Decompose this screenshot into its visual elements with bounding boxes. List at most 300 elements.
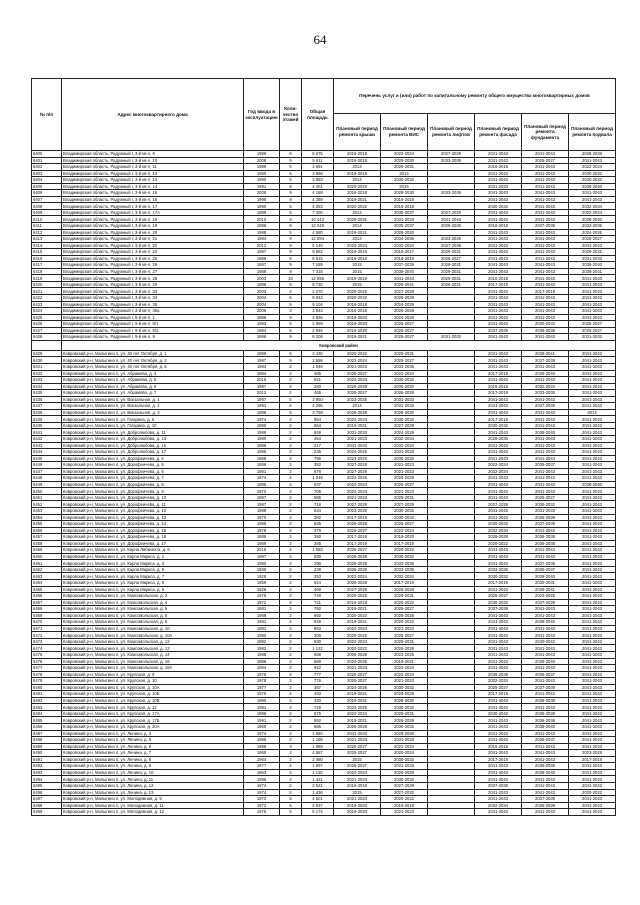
- vis-period-cell: 2015: [381, 183, 428, 190]
- basement-period-cell: 2041-2043: [569, 429, 616, 436]
- facade-period-cell: 2029-2030: [475, 435, 522, 442]
- year-built-cell: 1976: [244, 593, 280, 600]
- vis-period-cell: 2020-2024: [381, 750, 428, 757]
- floors-cell: 2: [280, 606, 302, 613]
- row-number-cell: 6424: [32, 308, 62, 315]
- foundation-period-cell: 2037-2039: [522, 521, 569, 528]
- basement-period-cell: 2041-2043: [569, 540, 616, 547]
- basement-period-cell: 2041-2043: [569, 717, 616, 724]
- vis-period-cell: 2029-2041: [381, 281, 428, 288]
- foundation-period-cell: 2041-2043: [522, 435, 569, 442]
- floors-cell: 3: [280, 743, 302, 750]
- total-area-cell: 4 580: [302, 229, 334, 236]
- lifts-period-cell: 2033-2035: [428, 157, 475, 164]
- facade-period-cell: 2017-2019: [475, 756, 522, 763]
- vis-period-cell: 2029-2031: [381, 710, 428, 717]
- address-cell: Ковровский р-н, Малыгино п, ул. Комсомольская, д. 10А: [62, 632, 244, 639]
- facade-period-cell: 2017-2019: [475, 580, 522, 587]
- year-built-cell: 1960: [244, 750, 280, 757]
- address-cell: Владимирская область, Радужный г, 3-й кв-л, 25: [62, 255, 244, 262]
- row-number-cell: 6498: [32, 802, 62, 809]
- roof-period-cell: 2023-2025: [334, 396, 381, 403]
- address-cell: Владимирская область, Радужный г, 9-й кв-л, 8/2: [62, 327, 244, 334]
- facade-period-cell: 2017-2019: [475, 390, 522, 397]
- facade-period-cell: 2041-2043: [475, 737, 522, 744]
- basement-period-cell: 2041-2043: [569, 521, 616, 528]
- year-built-cell: 1981: [244, 468, 280, 475]
- vis-period-cell: 2027-2029: [381, 782, 428, 789]
- foundation-period-cell: 2032-2034: [522, 383, 569, 390]
- year-built-cell: 1980: [244, 422, 280, 429]
- year-built-cell: 1974: [244, 730, 280, 737]
- year-built-cell: 1928: [244, 586, 280, 593]
- vis-period-cell: 2032-2034: [381, 442, 428, 449]
- address-cell: Ковровский р-н, Малыгино п, ул. Карла Маркса, д. 7: [62, 573, 244, 580]
- vis-period-cell: 2025-2027: [381, 606, 428, 613]
- address-cell: Владимирская область, Радужный г, 3-й кв-л, 17: [62, 203, 244, 210]
- header-basement: Плановый период ремонта подвала: [569, 114, 616, 151]
- row-number-cell: 6449: [32, 481, 62, 488]
- header-no: № п/п: [32, 79, 62, 151]
- roof-period-cell: 2019-2021: [334, 606, 381, 613]
- facade-period-cell: 2041-2043: [475, 809, 522, 816]
- facade-period-cell: 2041-2043: [475, 796, 522, 803]
- year-built-cell: 1988: [244, 710, 280, 717]
- address-cell: Ковровский р-н, Малыгино п, ул. Крупская, д. 12: [62, 704, 244, 711]
- floors-cell: 2: [280, 625, 302, 632]
- address-cell: Владимирская область, Радужный г, 3-й кв-л, 13: [62, 177, 244, 184]
- year-built-cell: 1986: [244, 334, 280, 341]
- header-year: Год ввода в эксплуатацию: [244, 79, 280, 151]
- vis-period-cell: 2030-2032: [381, 684, 428, 691]
- total-area-cell: 658: [302, 652, 334, 659]
- facade-period-cell: 2041-2043: [475, 586, 522, 593]
- vis-period-cell: 2031-2033: [381, 737, 428, 744]
- floors-cell: 5: [280, 229, 302, 236]
- foundation-period-cell: 2038-2040: [522, 724, 569, 731]
- row-number-cell: 6490: [32, 750, 62, 757]
- total-area-cell: 821: [302, 377, 334, 384]
- address-cell: Владимирская область, Радужный г, 3-й кв-л, 12: [62, 170, 244, 177]
- address-cell: Ковровский р-н, Малыгино п, ул. 40 лет Октября, д. 1: [62, 350, 244, 357]
- basement-period-cell: 2041-2043: [569, 442, 616, 449]
- total-area-cell: 1 436: [302, 789, 334, 796]
- facade-period-cell: 2041-2043: [475, 170, 522, 177]
- lifts-period-cell: 2027-2029: [428, 151, 475, 158]
- year-built-cell: 1972: [244, 599, 280, 606]
- roof-period-cell: 2031-2033: [334, 429, 381, 436]
- address-cell: Ковровский р-н, Малыгино п, ул. Добролюбова, д. 13: [62, 435, 244, 442]
- facade-period-cell: 2041-2043: [475, 262, 522, 269]
- row-number-cell: 6441: [32, 429, 62, 436]
- year-built-cell: 1986: [244, 314, 280, 321]
- basement-period-cell: 2025-2027: [569, 236, 616, 243]
- facade-period-cell: 2041-2043: [475, 236, 522, 243]
- address-cell: Владимирская область, Радужный г, 3-й кв-л, 18: [62, 216, 244, 223]
- year-built-cell: 1975: [244, 809, 280, 816]
- year-built-cell: 2006: [244, 308, 280, 315]
- year-built-cell: 1991: [244, 183, 280, 190]
- year-built-cell: 1988: [244, 409, 280, 416]
- roof-period-cell: 2022-2024: [334, 769, 381, 776]
- floors-cell: 2: [280, 678, 302, 685]
- year-built-cell: 1981: [244, 606, 280, 613]
- basement-period-cell: 2030-2032: [569, 177, 616, 184]
- facade-period-cell: 2041-2043: [475, 658, 522, 665]
- year-built-cell: 1997: [244, 553, 280, 560]
- basement-period-cell: 2030-2032: [569, 170, 616, 177]
- floors-cell: 2: [280, 599, 302, 606]
- year-built-cell: 1972: [244, 796, 280, 803]
- year-built-cell: 1980: [244, 435, 280, 442]
- floors-cell: 2: [280, 691, 302, 698]
- roof-period-cell: 2017-2019: [334, 514, 381, 521]
- floors-cell: 10: [280, 275, 302, 282]
- facade-period-cell: 2041-2043: [475, 321, 522, 328]
- roof-period-cell: 2027-2029: [334, 462, 381, 469]
- address-cell: Владимирская область, Радужный г, 3-й кв-л, 33: [62, 288, 244, 295]
- address-cell: Владимирская область, Радужный г, 3-й кв-л, 29: [62, 281, 244, 288]
- foundation-period-cell: 2037-2039: [522, 599, 569, 606]
- roof-period-cell: 2025-2027: [334, 390, 381, 397]
- foundation-period-cell: 2041-2043: [522, 632, 569, 639]
- vis-period-cell: 2024-2026: [381, 301, 428, 308]
- row-number-cell: 6489: [32, 743, 62, 750]
- address-cell: Ковровский р-н, Малыгино п, ул. Ленина, д. 11: [62, 776, 244, 783]
- vis-period-cell: 2030-2032: [381, 455, 428, 462]
- row-number-cell: 6433: [32, 377, 62, 384]
- address-cell: Владимирская область, Радужный г, 9-й кв-л, 8/1: [62, 321, 244, 328]
- basement-period-cell: 2041-2043: [569, 488, 616, 495]
- foundation-period-cell: 2041-2043: [522, 691, 569, 698]
- basement-period-cell: 2041-2043: [569, 606, 616, 613]
- year-built-cell: 1986: [244, 223, 280, 230]
- foundation-period-cell: 2038-2041: [522, 350, 569, 357]
- roof-period-cell: 2019-2021: [334, 717, 381, 724]
- foundation-period-cell: 2041-2043: [522, 409, 569, 416]
- table-body-a: [32, 151, 616, 341]
- facade-period-cell: 2041-2043: [475, 255, 522, 262]
- facade-period-cell: 2041-2043: [475, 547, 522, 554]
- vis-period-cell: 2025-2027: [381, 521, 428, 528]
- basement-period-cell: 2041-2043: [569, 377, 616, 384]
- address-cell: Ковровский р-н, Малыгино п, ул. Абрамова, д. 6: [62, 383, 244, 390]
- floors-cell: 2: [280, 468, 302, 475]
- year-built-cell: 2012: [244, 390, 280, 397]
- address-cell: Ковровский р-н, Малыгино п, ул. Комсомольская, д. 18А: [62, 665, 244, 672]
- facade-period-cell: 2041-2043: [475, 625, 522, 632]
- year-built-cell: 1964: [244, 665, 280, 672]
- vis-period-cell: 2026-2028: [381, 769, 428, 776]
- basement-period-cell: 2041-2043: [569, 350, 616, 357]
- year-built-cell: 2003: [244, 288, 280, 295]
- vis-period-cell: 2027-2029: [381, 288, 428, 295]
- row-number-cell: 6494: [32, 776, 62, 783]
- foundation-period-cell: 2041-2043: [522, 776, 569, 783]
- table-row: [32, 809, 616, 816]
- year-built-cell: 2008: [244, 190, 280, 197]
- roof-period-cell: 2022-2024: [334, 638, 381, 645]
- facade-period-cell: 2041-2043: [475, 242, 522, 249]
- row-number-cell: 6403: [32, 170, 62, 177]
- vis-period-cell: 2031-2033: [381, 396, 428, 403]
- basement-period-cell: 2041-2043: [569, 196, 616, 203]
- row-number-cell: 6438: [32, 409, 62, 416]
- district-section: [32, 340, 616, 350]
- row-number-cell: 6413: [32, 236, 62, 243]
- row-number-cell: 6462: [32, 566, 62, 573]
- vis-period-cell: 2028-2030: [381, 409, 428, 416]
- basement-period-cell: 2038-2040: [569, 262, 616, 269]
- basement-period-cell: 2041-2043: [569, 684, 616, 691]
- roof-period-cell: 2016-2018: [334, 782, 381, 789]
- basement-period-cell: 2038-2039: [569, 151, 616, 158]
- total-area-cell: 830: [302, 553, 334, 560]
- foundation-period-cell: 2038-2040: [522, 370, 569, 377]
- year-built-cell: 1985: [244, 449, 280, 456]
- year-built-cell: 1988: [244, 507, 280, 514]
- basement-period-cell: 2041-2043: [569, 645, 616, 652]
- foundation-period-cell: 2041-2043: [522, 190, 569, 197]
- floors-cell: 2: [280, 514, 302, 521]
- address-cell: Владимирская область, Радужный г, 3-й кв-л, 34: [62, 295, 244, 302]
- roof-period-cell: 2015: [334, 281, 381, 288]
- foundation-period-cell: 2041-2043: [522, 416, 569, 423]
- roof-period-cell: 2026-2028: [334, 560, 381, 567]
- roof-period-cell: 2025-2027: [334, 678, 381, 685]
- facade-period-cell: 2041-2043: [475, 494, 522, 501]
- row-number-cell: 6434: [32, 383, 62, 390]
- address-cell: Ковровский р-н, Малыгино п, ул. Комсомольская, д. 13: [62, 645, 244, 652]
- address-cell: Ковровский р-н, Малыгино п, ул. Дорофеичева, д. 5: [62, 462, 244, 469]
- vis-period-cell: 2028-2030: [381, 229, 428, 236]
- year-built-cell: 1990: [244, 697, 280, 704]
- total-area-cell: 675: [302, 710, 334, 717]
- address-cell: Ковровский р-н, Малыгино п, ул. Абрамова, д. 5: [62, 377, 244, 384]
- total-area-cell: 238: [302, 566, 334, 573]
- facade-period-cell: 2041-2043: [475, 717, 522, 724]
- roof-period-cell: 2022-2024: [334, 357, 381, 364]
- foundation-period-cell: 2041-2043: [522, 275, 569, 282]
- total-area-cell: 454: [302, 435, 334, 442]
- address-cell: Ковровский р-н, Малыгино п, ул. Абрамова, д. 4: [62, 370, 244, 377]
- basement-period-cell: 2022-2024: [569, 164, 616, 171]
- vis-period-cell: 2026-2028: [381, 390, 428, 397]
- basement-period-cell: 2041-2043: [569, 678, 616, 685]
- year-built-cell: 1978: [244, 527, 280, 534]
- roof-period-cell: 2020-2022: [334, 593, 381, 600]
- basement-period-cell: 2041-2043: [569, 295, 616, 302]
- facade-period-cell: 2041-2043: [475, 645, 522, 652]
- total-area-cell: 849: [302, 619, 334, 626]
- row-number-cell: 6480: [32, 684, 62, 691]
- row-number-cell: 6477: [32, 665, 62, 672]
- year-built-cell: 1987: [244, 494, 280, 501]
- foundation-period-cell: 2037-2039: [522, 403, 569, 410]
- vis-period-cell: 2028-2030: [381, 697, 428, 704]
- facade-period-cell: 2041-2043: [475, 363, 522, 370]
- address-cell: Ковровский р-н, Малыгино п, ул. Добролюбова, д. 15: [62, 442, 244, 449]
- year-built-cell: 1988: [244, 652, 280, 659]
- basement-period-cell: 2041-2043: [569, 560, 616, 567]
- address-cell: Ковровский р-н, Малыгино п, ул. Дорофеичева, д. 6: [62, 468, 244, 475]
- address-cell: Владимирская область, Радужный г, 3-й кв-л, 21: [62, 236, 244, 243]
- foundation-period-cell: 2025-2027: [522, 157, 569, 164]
- total-area-cell: 706: [302, 488, 334, 495]
- foundation-period-cell: 2041-2043: [522, 756, 569, 763]
- address-cell: Ковровский р-н, Малыгино п, ул. Ленина, д. 3: [62, 730, 244, 737]
- total-area-cell: 1 130: [302, 769, 334, 776]
- facade-period-cell: 2025-2027: [475, 684, 522, 691]
- total-area-cell: 3 850: [302, 396, 334, 403]
- total-area-cell: 954: [302, 416, 334, 423]
- floors-cell: 5: [280, 164, 302, 171]
- foundation-period-cell: 2041-2043: [522, 449, 569, 456]
- address-cell: Ковровский р-н, Малыгино п, ул. Дорофеичева, д. 4: [62, 455, 244, 462]
- floors-cell: 2: [280, 416, 302, 423]
- facade-period-cell: 2041-2043: [475, 314, 522, 321]
- floors-cell: 2: [280, 455, 302, 462]
- floors-cell: 9: [280, 281, 302, 288]
- vis-period-cell: 2020-2022: [381, 599, 428, 606]
- roof-period-cell: 2016-2018: [334, 255, 381, 262]
- total-area-cell: 7 189: [302, 262, 334, 269]
- row-number-cell: 6432: [32, 370, 62, 377]
- vis-period-cell: 2020-2022: [381, 619, 428, 626]
- roof-period-cell: 2014: [334, 236, 381, 243]
- facade-period-cell: 2031-2033: [475, 183, 522, 190]
- floors-cell: 5: [280, 295, 302, 302]
- header-facade: Плановый период ремонта фасада: [475, 114, 522, 151]
- row-number-cell: 6427: [32, 327, 62, 334]
- row-number-cell: 6492: [32, 763, 62, 770]
- total-area-cell: 892: [302, 717, 334, 724]
- address-cell: Ковровский р-н, Малыгино п, ул. Ленина, д. 12: [62, 782, 244, 789]
- floors-cell: 2: [280, 658, 302, 665]
- vis-period-cell: 2028-2030: [381, 190, 428, 197]
- row-number-cell: 6458: [32, 540, 62, 547]
- facade-period-cell: 2041-2043: [475, 157, 522, 164]
- total-area-cell: 2 946: [302, 327, 334, 334]
- basement-period-cell: 2041-2043: [569, 730, 616, 737]
- header-floors: Коли-чество этажей: [280, 79, 302, 151]
- row-number-cell: 6456: [32, 527, 62, 534]
- header-foundation: Плановый период ремонта фундамента: [522, 114, 569, 151]
- roof-period-cell: 2024-2026: [334, 449, 381, 456]
- header-roof: Плановый период ремонта крыши: [334, 114, 381, 151]
- basement-period-cell: 2041-2043: [569, 190, 616, 197]
- year-built-cell: 2016: [244, 377, 280, 384]
- roof-period-cell: 2022-2024: [334, 488, 381, 495]
- vis-period-cell: 2026-2028: [381, 295, 428, 302]
- roof-period-cell: 2022-2024: [334, 573, 381, 580]
- year-built-cell: 1981: [244, 704, 280, 711]
- facade-period-cell: 2030-2032: [475, 203, 522, 210]
- year-built-cell: 1987: [244, 357, 280, 364]
- foundation-period-cell: 2041-2043: [522, 249, 569, 256]
- facade-period-cell: 2020-2022: [475, 540, 522, 547]
- roof-period-cell: 2015: [334, 756, 381, 763]
- floors-cell: 5: [280, 301, 302, 308]
- address-cell: Ковровский р-н, Малыгино п, ул. 40 лет Октября, д. 3: [62, 357, 244, 364]
- roof-period-cell: 2015: [334, 268, 381, 275]
- total-area-cell: 634: [302, 507, 334, 514]
- facade-period-cell: 2041-2043: [475, 403, 522, 410]
- floors-cell: 9: [280, 249, 302, 256]
- floors-cell: 2: [280, 429, 302, 436]
- row-number-cell: 6423: [32, 301, 62, 308]
- roof-period-cell: 2020-2022: [334, 295, 381, 302]
- total-area-cell: 830: [302, 638, 334, 645]
- vis-period-cell: 2029-2030: [381, 157, 428, 164]
- address-cell: Ковровский р-н, Малыгино п, ул. Дорофеичева, д. 8: [62, 481, 244, 488]
- vis-period-cell: 2029-2031: [381, 350, 428, 357]
- foundation-period-cell: 2037-2039: [522, 684, 569, 691]
- roof-period-cell: 2020-2022: [334, 203, 381, 210]
- total-area-cell: 1 660: [302, 730, 334, 737]
- vis-period-cell: 2029-2030: [381, 730, 428, 737]
- vis-period-cell: 2032-2034: [381, 573, 428, 580]
- vis-period-cell: 2022-2024: [381, 370, 428, 377]
- roof-period-cell: 2016-2020: [334, 802, 381, 809]
- lifts-period-cell: 2029-2031: [428, 262, 475, 269]
- address-cell: Владимирская область, Радужный г, 3-й кв-л, 23: [62, 249, 244, 256]
- roof-period-cell: 2027-2029: [334, 501, 381, 508]
- total-area-cell: 4 926: [302, 314, 334, 321]
- roof-period-cell: 2019-2021: [334, 196, 381, 203]
- floors-cell: 2: [280, 553, 302, 560]
- row-number-cell: 6447: [32, 468, 62, 475]
- floors-cell: 2: [280, 403, 302, 410]
- basement-period-cell: 2041-2043: [569, 638, 616, 645]
- basement-period-cell: 2032-2034: [569, 203, 616, 210]
- foundation-period-cell: 2036-2038: [522, 514, 569, 521]
- roof-period-cell: 2016-2018: [334, 301, 381, 308]
- address-cell: Ковровский р-н, Малыгино п, ул. Молодежная, д. 12: [62, 809, 244, 816]
- basement-period-cell: 2014: [569, 409, 616, 416]
- row-number-cell: 6471: [32, 625, 62, 632]
- foundation-period-cell: 2041-2043: [522, 236, 569, 243]
- facade-period-cell: 2032-2034: [475, 527, 522, 534]
- address-cell: Ковровский р-н, Малыгино п, ул. Дорофеичева, д. 13: [62, 514, 244, 521]
- floors-cell: 5: [280, 321, 302, 328]
- address-cell: Ковровский р-н, Малыгино п, ул. Абрамова, д. 7: [62, 390, 244, 397]
- address-cell: Ковровский р-н, Малыгино п, ул. Гагарина, д. 10: [62, 422, 244, 429]
- year-built-cell: 1987: [244, 262, 280, 269]
- total-area-cell: 4 537: [302, 802, 334, 809]
- foundation-period-cell: 2036-2038: [522, 697, 569, 704]
- year-built-cell: 1996: [244, 196, 280, 203]
- facade-period-cell: 2041-2043: [475, 776, 522, 783]
- floors-cell: 9: [280, 268, 302, 275]
- vis-period-cell: 2026-2028: [381, 586, 428, 593]
- address-cell: Ковровский р-н, Малыгино п, ул. Молодежная, д. 9: [62, 796, 244, 803]
- year-built-cell: 1980: [244, 632, 280, 639]
- lifts-period-cell: 2029-2031: [428, 268, 475, 275]
- floors-cell: 2: [280, 665, 302, 672]
- basement-period-cell: 2041-2043: [569, 396, 616, 403]
- total-area-cell: 1 049: [302, 475, 334, 482]
- row-number-cell: 6429: [32, 350, 62, 357]
- year-built-cell: 1980: [244, 560, 280, 567]
- row-number-cell: 6450: [32, 488, 62, 495]
- year-built-cell: 1986: [244, 462, 280, 469]
- roof-period-cell: 2019-2021: [334, 229, 381, 236]
- basement-period-cell: 2041-2043: [569, 737, 616, 744]
- total-area-cell: 3 853: [302, 177, 334, 184]
- row-number-cell: 6442: [32, 435, 62, 442]
- facade-period-cell: 2041-2043: [475, 151, 522, 158]
